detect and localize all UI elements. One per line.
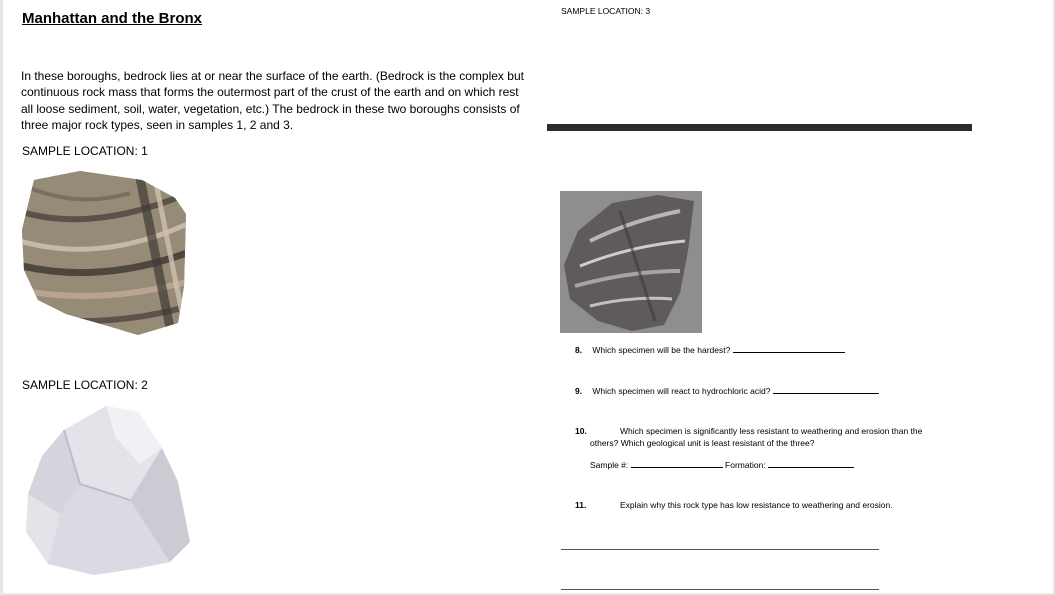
section-divider <box>547 124 972 131</box>
question-9-answer-blank[interactable] <box>773 385 879 394</box>
question-9-number: 9. <box>575 386 583 396</box>
schist-rock-photo <box>560 191 702 333</box>
question-10-answers <box>590 459 854 470</box>
question-8-text: Which specimen will be the hardest? <box>592 345 731 355</box>
page-edge-left <box>0 0 3 595</box>
sample-number-label: Sample #: <box>590 460 629 470</box>
question-8-answer-blank[interactable] <box>733 344 845 353</box>
gneiss-rock-photo <box>20 168 188 336</box>
question-8 <box>575 344 845 355</box>
sample-location-1-label: SAMPLE LOCATION: 1 <box>22 144 148 158</box>
question-10-text: Which specimen is significantly less resistant to weathering and erosion than the <box>620 426 923 436</box>
question-11 <box>575 500 893 510</box>
question-10 <box>575 426 922 436</box>
formation-blank[interactable] <box>768 459 854 468</box>
intro-paragraph: In these boroughs, bedrock lies at or near the surface of the earth. (Bedrock is the complex but continuous rock mass that forms the outermost part of the crust of the earth and on which rest all loose sediment, soil, water, vegetation, etc.) The bedrock in these two boroughs consists of three major rock types, seen in samples 1, 2 and 3. <box>21 69 524 132</box>
page-title: Manhattan and the Bronx <box>22 10 203 27</box>
question-9-text: Which specimen will react to hydrochloric acid? <box>592 386 771 396</box>
question-10-continued: others? Which geological unit is least resistant of the three? <box>590 438 815 448</box>
answer-line-2[interactable] <box>561 589 879 590</box>
sample-location-2-label: SAMPLE LOCATION: 2 <box>22 378 148 392</box>
question-8-number: 8. <box>575 345 583 355</box>
question-11-text: Explain why this rock type has low resistance to weathering and erosion. <box>620 500 893 510</box>
question-9 <box>575 385 879 396</box>
sample-number-blank[interactable] <box>631 459 723 468</box>
question-11-number: 11. <box>575 500 587 510</box>
marble-rock-photo <box>20 404 194 576</box>
sample-location-3-label: SAMPLE LOCATION: 3 <box>561 6 651 16</box>
answer-line-1[interactable] <box>561 549 879 550</box>
question-10-number: 10. <box>575 426 587 436</box>
formation-label: Formation: <box>725 460 766 470</box>
